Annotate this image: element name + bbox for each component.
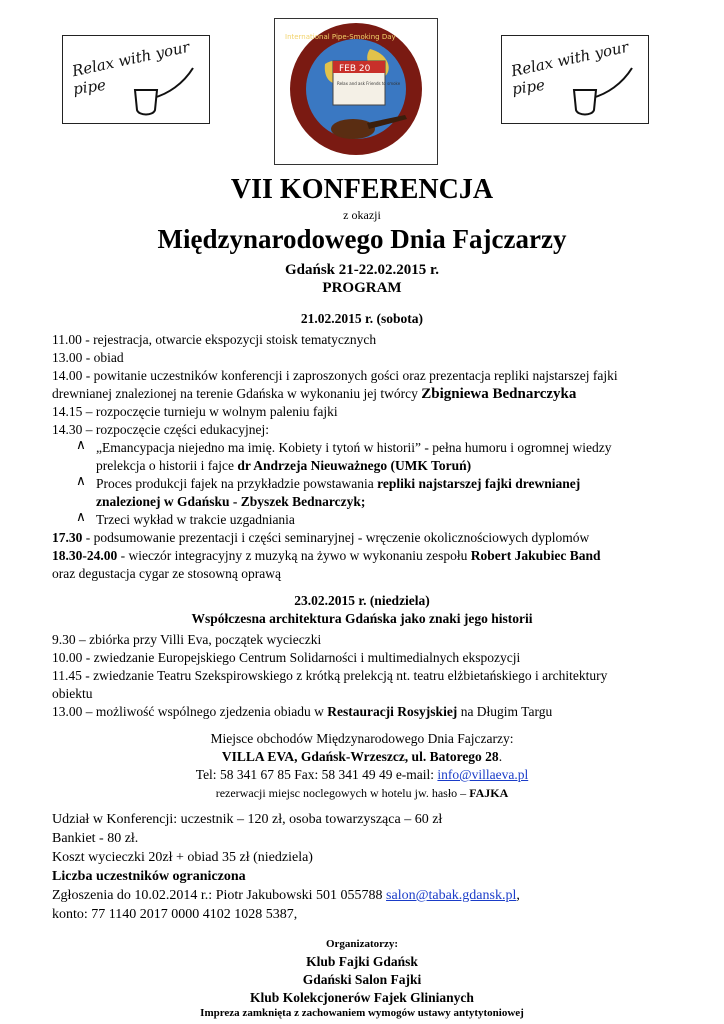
schedule-text: na Długim Targu: [457, 704, 553, 719]
fee-line: Koszt wycieczki 20zł + obiad 35 zł (niedziela): [52, 850, 313, 865]
reservation-note: [0, 786, 724, 801]
schedule-line: 10.00 - zwiedzanie Europejskiego Centrum Solidarności i multimedialnych ekspozycji: [52, 650, 521, 665]
fee-line: Udział w Konferencji: uczestnik – 120 zł, osoba towarzysząca – 60 zł: [52, 812, 443, 827]
day1-heading: 21.02.2015 r. (sobota): [300, 311, 424, 326]
restaurant-name: Restauracji Rosyjskiej: [327, 704, 458, 719]
bullet-bold: repliki najstarszej fajki drewnianej: [377, 476, 581, 491]
bullet-text: prelekcja o historii i fajce: [96, 458, 238, 473]
bullet-item: Trzeci wykład w trakcie uzgadniania: [96, 512, 295, 527]
bullet-item: „Emancypacja niejedno ma imię. Kobiety i tytoń w historii” - pełna humoru i ogromnej wiedzy: [96, 440, 612, 455]
venue-address: [0, 749, 724, 765]
organizer: Klub Kolekcjonerów Fajek Glinianych: [250, 990, 474, 1005]
emblem-note: Relax and ask Friends to smoke: [337, 81, 401, 86]
venue-name: VILLA EVA, Gdańsk-Wrzeszcz, ul. Batorego 28: [221, 749, 499, 764]
place-date: Gdańsk 21-22.02.2015 r.: [284, 262, 440, 278]
punct: ,: [516, 888, 520, 903]
relax-pipe-logo-left: [62, 35, 210, 124]
schedule-line: 13.00 - obiad: [52, 350, 124, 365]
time: 17.30: [52, 530, 83, 545]
salon-email-link[interactable]: salon@tabak.gdansk.pl: [386, 888, 517, 903]
limit-note: Liczba uczestników ograniczona: [52, 869, 246, 884]
schedule-line: 14.00 - powitanie uczestników konferencji i zaproszonych gości oraz prezentacja repliki najstarszej fajki: [52, 368, 618, 383]
schedule-text: - podsumowanie prezentacji i części seminaryjnej - wręczenie okolicznościowych dyplomów: [82, 530, 590, 545]
bullet-item: [96, 475, 580, 493]
speaker-name: Zbigniewa Bednarczyka: [421, 386, 577, 402]
contact-text: Tel: 58 341 67 85 Fax: 58 341 49 49 e-mail:: [195, 767, 438, 782]
password: FAJKA: [469, 786, 509, 800]
schedule-line: oraz degustacja cygar ze stosowną oprawą: [52, 566, 282, 581]
speaker-name: dr Andrzeja Nieuważnego (UMK Toruń): [237, 458, 472, 473]
schedule-line: 11.45 - zwiedzanie Teatru Szekspirowskiego z krótką prelekcją nt. teatru elżbietańskiego i architektury: [52, 668, 608, 683]
caret-bullet-icon: ∧: [76, 437, 86, 452]
organizers-heading: Organizatorzy:: [325, 938, 399, 950]
page-title: VII KONFERENCJA: [230, 174, 494, 205]
punct: .: [498, 749, 503, 764]
account-line: konto: 77 1140 2017 0000 4102 1028 5387,: [52, 907, 298, 922]
schedule-text: - wieczór integracyjny z muzyką na żywo w wykonaniu zespołu: [117, 548, 471, 563]
subtitle: z okazji: [343, 208, 381, 222]
schedule-line: 14.30 – rozpoczęcie części edukacyjnej:: [52, 422, 270, 437]
emblem-ring-text: International Pipe-Smoking Day: [285, 33, 396, 41]
band-name: Robert Jakubiec Band: [470, 548, 601, 563]
organizer: Klub Fajki Gdańsk: [306, 954, 418, 969]
logo-handwriting: Relax with your: [70, 37, 192, 81]
pipe-icon: [562, 64, 642, 119]
caret-bullet-icon: ∧: [76, 473, 86, 488]
pipe-day-emblem: [274, 18, 438, 165]
registration-line: [52, 887, 520, 905]
bullet-item-cont: [96, 457, 471, 475]
day2-heading: 23.02.2015 r. (niedziela): [294, 593, 430, 608]
logo-handwriting: pipe: [71, 75, 107, 99]
registration-text: Zgłoszenia do 10.02.2014 r.: Piotr Jakubowski 501 055788: [52, 888, 387, 903]
bullet-text: Proces produkcji fajek na przykładzie powstawania: [96, 476, 378, 491]
schedule-line: [52, 529, 589, 547]
day2-theme: Współczesna architektura Gdańska jako znaki jego historii: [191, 611, 533, 626]
schedule-text: 13.00 – możliwość wspólnego zjedzenia obiadu w: [52, 704, 328, 719]
relax-pipe-logo-right: [501, 35, 649, 124]
logo-handwriting: pipe: [510, 75, 546, 99]
schedule-line: 14.15 – rozpoczęcie turnieju w wolnym paleniu fajki: [52, 404, 338, 419]
program-label: PROGRAM: [322, 280, 402, 296]
closing-note: Impreza zamknięta z zachowaniem wymogów ustawy antytytoniowej: [200, 1007, 524, 1019]
bullet-item-cont: znalezionej w Gdańsku - Zbyszek Bednarczyk;: [96, 494, 366, 509]
logo-handwriting: Relax with your: [509, 37, 631, 81]
time: 18.30-24.00: [52, 548, 118, 563]
schedule-line: [52, 547, 601, 565]
pipe-icon: [123, 64, 203, 119]
venue-intro: Miejsce obchodów Międzynarodowego Dnia Fajczarzy:: [210, 731, 514, 746]
schedule-text: drewnianej znalezionej na terenie Gdańska w wykonaniu jej twórcy: [52, 386, 422, 401]
main-title: Międzynarodowego Dnia Fajczarzy: [157, 224, 567, 254]
emblem-date: FEB 20: [339, 64, 371, 74]
schedule-line: [52, 385, 576, 403]
fee-line: Bankiet - 80 zł.: [52, 831, 139, 846]
schedule-line: 11.00 - rejestracja, otwarcie ekspozycji stoisk tematycznych: [52, 332, 377, 347]
schedule-line: 9.30 – zbiórka przy Villi Eva, początek wycieczki: [52, 632, 322, 647]
reservation-text: rezerwacji miejsc noclegowych w hotelu jw. hasło –: [215, 786, 470, 800]
venue-email-link[interactable]: info@villaeva.pl: [437, 767, 529, 782]
organizer: Gdański Salon Fajki: [302, 972, 422, 987]
schedule-line: obiektu: [52, 686, 93, 701]
schedule-line: [52, 703, 552, 721]
caret-bullet-icon: ∧: [76, 509, 86, 524]
venue-contact: [0, 767, 724, 783]
